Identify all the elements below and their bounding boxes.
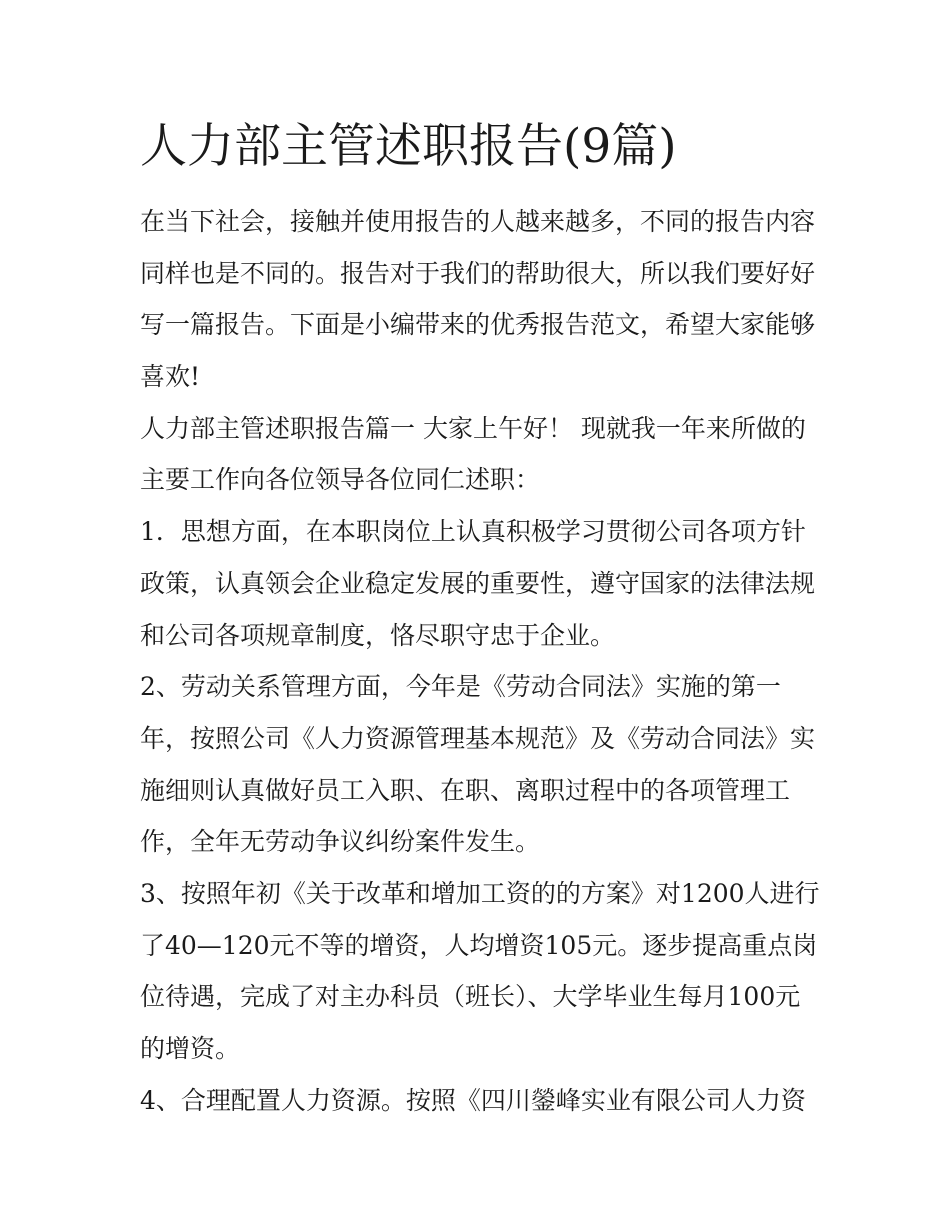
- paragraph-line: 4、合理配置人力资源。按照《四川鎣峰实业有限公司人力资: [140, 1085, 806, 1115]
- paragraph-line: 施细则认真做好员工入职、在职、离职过程中的各项管理工: [140, 775, 791, 805]
- document-body: [140, 196, 820, 1126]
- paragraph-line: 了40—120元不等的增资，人均增资105元。逐步提高重点岗: [140, 930, 818, 960]
- paragraph-line: 同样也是不同的。报告对于我们的帮助很大，所以我们要好好: [140, 258, 816, 288]
- paragraph-line: 2、劳动关系管理方面，今年是《劳动合同法》实施的第一: [140, 672, 781, 702]
- paragraph-line: 在当下社会，接触并使用报告的人越来越多，不同的报告内容: [140, 207, 816, 236]
- paragraph-line: 作，全年无劳动争议纠纷案件发生。: [140, 827, 541, 857]
- paragraph-line: 3、按照年初《关于改革和增加工资的的方案》对1200人进行: [140, 878, 820, 908]
- paragraph-line: 1．思想方面，在本职岗位上认真积极学习贯彻公司各项方针: [140, 517, 806, 547]
- paragraph-line: 的增资。: [140, 1034, 241, 1063]
- paragraph-line: 和公司各项规章制度，恪尽职守忠于企业。: [140, 620, 616, 650]
- paragraph-line: 位待遇，完成了对主办科员（班长）、大学毕业生每月100元: [140, 982, 801, 1012]
- paragraph-line: 主要工作向各位领导各位同仁述职：: [140, 465, 541, 495]
- paragraph-line: 喜欢!: [140, 362, 201, 392]
- paragraph-line: 年，按照公司《人力资源管理基本规范》及《劳动合同法》实: [140, 723, 816, 753]
- paragraph-line: 政策，认真领会企业稳定发展的重要性，遵守国家的法律法规: [140, 568, 816, 598]
- paragraph-line: 写一篇报告。下面是小编带来的优秀报告范文，希望大家能够: [140, 310, 816, 340]
- paragraph-line: 人力部主管述职报告篇一 大家上午好！ 现就我一年来所做的: [140, 413, 806, 443]
- document-title: 人力部主管述职报告(9篇): [140, 119, 677, 174]
